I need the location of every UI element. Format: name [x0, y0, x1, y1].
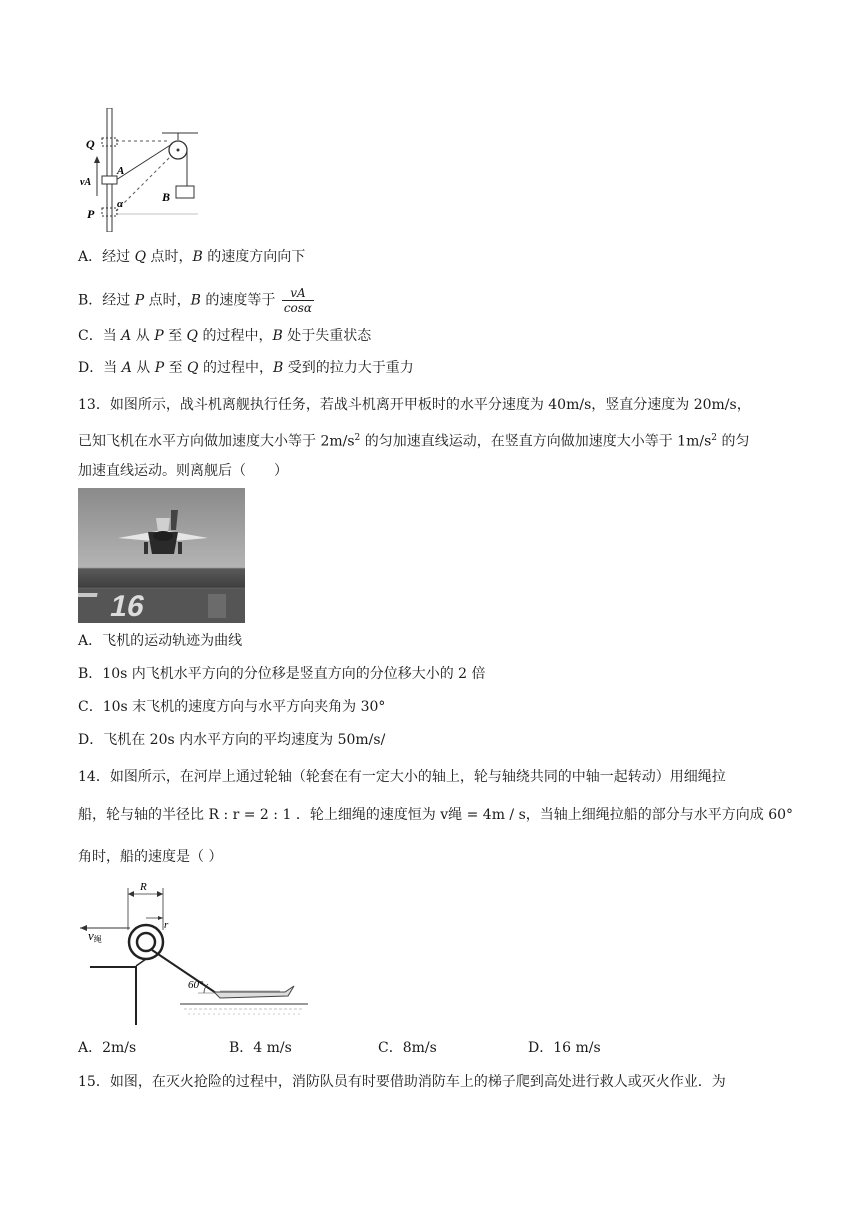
label-alpha: α — [117, 198, 124, 210]
q14-option-a: A．2m/s — [78, 1040, 137, 1056]
q14-option-c: C．8m/s — [378, 1040, 437, 1056]
q12-figure — [78, 108, 208, 232]
q13-option-c: C．10s 末飞机的速度方向与水平方向夹角为 30° — [78, 699, 386, 715]
q14-option-b: B．4 m/s — [229, 1040, 292, 1056]
q12-option-c: C．当 A 从 P 至 Q 的过程中，B 处于失重状态 — [78, 328, 372, 344]
deck-number: 16 — [107, 590, 148, 623]
label-A: A — [117, 165, 125, 177]
q13-option-a: A．飞机的运动轨迹为曲线 — [78, 633, 243, 649]
q13-option-d: D．飞机在 20s 内水平方向的平均速度为 50m/s/ — [78, 732, 386, 748]
label-Q: Q — [86, 137, 95, 151]
q14-figure — [80, 880, 310, 1025]
q14-option-d: D．16 m/s — [528, 1040, 601, 1056]
label-R: R — [140, 881, 147, 893]
label-60-deg: 60° — [188, 979, 204, 991]
q13-option-b: B．10s 内飞机水平方向的分位移是竖直方向的分位移大小的 2 倍 — [78, 666, 486, 682]
q15-stem-line1: 15．如图，在灭火抢险的过程中，消防队员有时要借助消防车上的梯子爬到高处进行救人或灭火作业．为 — [78, 1074, 726, 1090]
label-vA: vA — [80, 177, 92, 188]
label-B: B — [162, 190, 171, 204]
label-v-rope: v绳 — [88, 928, 102, 944]
q13-stem-line1: 13．如图所示，战斗机离舰执行任务，若战斗机离开甲板时的水平分速度为 40m/s，竖直分速度为 20m/s， — [78, 397, 751, 413]
q14-stem-line3: 角时，船的速度是（ ） — [78, 849, 223, 865]
fraction-va-over-cos: $\frac{vA}{\cos\alpha}$ — [283, 286, 313, 315]
label-r: r — [164, 919, 169, 931]
q13-stem-line2: 已知飞机在水平方向做加速度大小等于 $2m/s^2$ 的匀加速直线运动，在竖直方向做加速度大小等于 $1m/s^2$ 的匀 — [78, 433, 750, 450]
q12-option-a: A．经过 Q 点时，B 的速度方向向下 — [78, 249, 306, 265]
fighter-jet-photo — [78, 488, 245, 623]
q14-stem-line1: 14．如图所示，在河岸上通过轮轴（轮套在有一定大小的轴上，轮与轴绕共同的中轴一起转动）用细绳拉 — [78, 769, 726, 785]
label-P: P — [87, 207, 95, 221]
q13-stem-line3: 加速直线运动。则离舰后（ ） — [78, 463, 288, 479]
boat-icon — [214, 986, 294, 998]
q12-option-d: D．当 A 从 P 至 Q 的过程中，B 受到的拉力大于重力 — [78, 360, 414, 376]
q14-stem-line2: 船，轮与轴的半径比 R : r = 2 : 1 ．轮上细绳的速度恒为 v绳 = 4m / s，当轴上细绳拉船的部分与水平方向成 60° — [78, 807, 794, 823]
q12-option-b: B．经过 P 点时，B 的速度等于 $\frac{vA}{\cos\alpha}$ — [78, 286, 313, 315]
